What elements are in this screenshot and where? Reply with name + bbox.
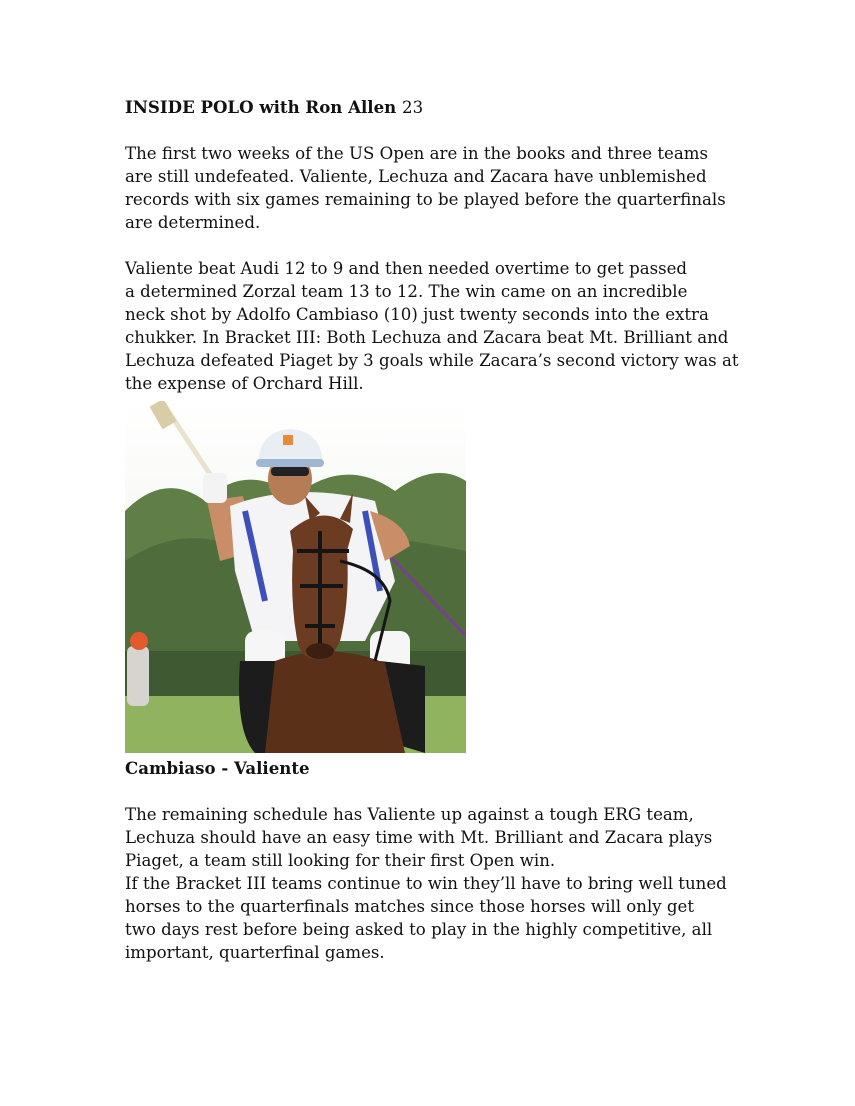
document-page [125,96,739,964]
text-line: records with six games remaining to be played before the quarterfinals [125,190,726,209]
text-line: important, quarterfinal games. [125,943,385,962]
paragraph-schedule [125,803,735,872]
text-line: are determined. [125,213,261,232]
text-line: The remaining schedule has Valiente up against a tough ERG team, [125,805,694,824]
text-line: a determined Zorzal team 13 to 12. The win came on an incredible [125,282,688,301]
text-line: If the Bracket III teams continue to win they’ll have to bring well tuned [125,874,727,893]
text-line: neck shot by Adolfo Cambiaso (10) just twenty seconds into the extra [125,305,709,324]
text-line: Lechuza should have an easy time with Mt. Brilliant and Zacara plays [125,828,713,847]
polo-player-photo [125,401,466,753]
text-line: Piaget, a team still looking for their first Open win. [125,851,556,870]
paragraph-results [125,257,739,395]
title-text: INSIDE POLO with Ron Allen [125,97,397,117]
text-line: two days rest before being asked to play in the highly competitive, all [125,920,713,939]
article-title [125,96,735,119]
text-line: Lechuza defeated Piaget by 3 goals while Zacara’s second victory was at [125,351,739,370]
text-line: chukker. In Bracket III: Both Lechuza and Zacara beat Mt. Brilliant and [125,328,729,347]
paragraph-intro [125,142,735,234]
text-line: the expense of Orchard Hill. [125,374,364,393]
text-line: Valiente beat Audi 12 to 9 and then needed overtime to get passed [125,259,688,278]
paragraph-outlook [125,872,735,964]
photo-caption: Cambiaso - Valiente [125,758,310,778]
column-number: 23 [402,98,424,117]
text-line: horses to the quarterfinals matches since those horses will only get [125,897,695,916]
glove-icon [203,473,227,503]
text-line: are still undefeated. Valiente, Lechuza and Zacara have unblemished [125,167,707,186]
text-line: The first two weeks of the US Open are in the books and three teams [125,144,709,163]
